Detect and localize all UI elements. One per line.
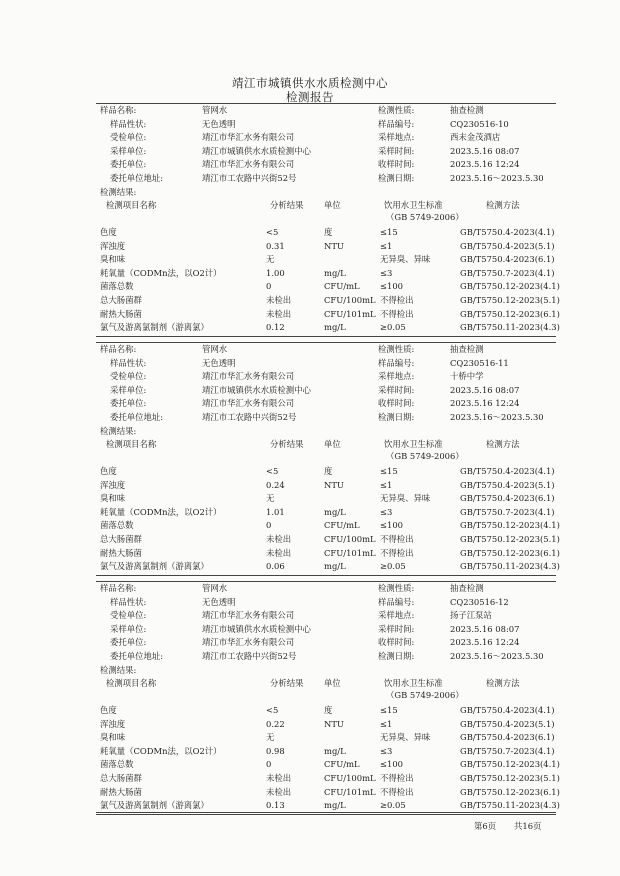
test-item-name: 浑浊度 — [100, 240, 126, 251]
col-result-header: 分析结果 — [270, 678, 304, 688]
test-limit: 不得检出 — [380, 295, 414, 305]
client-unit-label: 委托单位: — [110, 398, 147, 409]
sampling-time-label: 采样时间: — [378, 623, 415, 634]
test-item-name: 耐热大肠菌 — [100, 786, 142, 797]
test-unit: 度 — [324, 705, 333, 715]
col-standard-header: 饮用水卫生标准 — [384, 678, 443, 688]
receive-time-label: 收样时间: — [378, 637, 415, 648]
test-date-label: 检测日期: — [378, 173, 415, 183]
sample-no-label: 样品编号: — [378, 118, 415, 129]
test-method: GB/T5750.4-2023(6.1) — [460, 732, 555, 743]
results-label: 检测结果: — [100, 665, 137, 675]
sample-name-value: 管网水 — [202, 583, 228, 593]
test-method: GB/T5750.12-2023(5.1) — [460, 773, 560, 783]
test-item-name: 菌落总数 — [100, 520, 134, 531]
test-unit: CFU/mL — [324, 281, 360, 292]
test-type-label: 检测性质: — [378, 344, 415, 354]
test-unit: CFU/101mL — [324, 786, 376, 797]
sample-name-value: 管网水 — [202, 105, 228, 115]
col-standard-ref: （GB 5749-2006） — [386, 451, 464, 461]
test-unit: CFU/100mL — [324, 773, 376, 783]
test-type-label: 检测性质: — [378, 105, 415, 115]
sample-name-label: 样品名称: — [100, 583, 137, 593]
col-result-header: 分析结果 — [270, 200, 304, 210]
col-method-header: 检测方法 — [486, 439, 520, 449]
sampling-time-label: 采样时间: — [378, 384, 415, 395]
test-result: 0.13 — [266, 800, 285, 811]
test-result: 未检出 — [266, 308, 292, 319]
col-standard-ref: （GB 5749-2006） — [386, 690, 464, 700]
test-date-value: 2023.5.16～2023.5.30 — [450, 173, 544, 183]
test-method: GB/T5750.12-2023(6.1) — [460, 547, 560, 558]
test-item-name: 总大肠菌群 — [100, 773, 142, 783]
test-result: 0 — [266, 281, 272, 292]
test-unit: NTU — [324, 240, 344, 251]
col-method-header: 检测方法 — [486, 678, 520, 688]
test-unit: mg/L — [324, 506, 346, 517]
sampling-time-value: 2023.5.16 08:07 — [450, 145, 520, 156]
test-item-name: 耐热大肠菌 — [100, 308, 142, 319]
receive-time-label: 收样时间: — [378, 398, 415, 409]
test-result: 未检出 — [266, 786, 292, 797]
test-limit: ≤1 — [380, 479, 393, 490]
sampling-unit-label: 采样单位: — [110, 623, 147, 634]
sample-no-label: 样品编号: — [378, 357, 415, 368]
test-result: 未检出 — [266, 295, 292, 305]
results-label: 检测结果: — [100, 187, 137, 197]
test-method: GB/T5750.12-2023(4.1) — [460, 520, 560, 531]
section-top-rule — [96, 581, 556, 582]
test-unit: 度 — [324, 227, 333, 237]
col-method-header: 检测方法 — [486, 200, 520, 210]
test-limit: 无异臭、异味 — [380, 254, 431, 265]
test-limit: ≤3 — [380, 745, 393, 756]
sampling-unit-value: 靖江市城镇供水水质检测中心 — [202, 623, 311, 634]
section-bottom-rule — [96, 575, 556, 576]
client-unit-value: 靖江市华汇水务有限公司 — [202, 637, 295, 648]
test-method: GB/T5750.7-2023(4.1) — [460, 506, 555, 517]
test-type-label: 检测性质: — [378, 583, 415, 593]
test-limit: ≤100 — [380, 759, 404, 770]
test-item-name: 耗氧量（CODMn法，以O2计） — [100, 267, 222, 278]
test-result: <5 — [266, 705, 279, 715]
test-unit: mg/L — [324, 267, 346, 278]
sample-section — [96, 342, 560, 582]
test-date-label: 检测日期: — [378, 651, 415, 661]
test-limit: 不得检出 — [380, 534, 414, 544]
receive-time-value: 2023.5.16 12:24 — [450, 637, 520, 648]
client-unit-label: 委托单位: — [110, 159, 147, 170]
test-unit: 度 — [324, 466, 333, 476]
sample-name-label: 样品名称: — [100, 344, 137, 354]
test-result: 0.98 — [266, 745, 285, 756]
sample-section — [96, 103, 560, 343]
col-unit-header: 单位 — [324, 678, 341, 688]
test-method: GB/T5750.7-2023(4.1) — [460, 267, 555, 278]
test-method: GB/T5750.12-2023(4.1) — [460, 759, 560, 770]
test-limit: 无异臭、异味 — [380, 493, 431, 504]
page-number: 第6页 — [474, 821, 497, 831]
section-top-rule — [96, 342, 556, 343]
sample-state-label: 样品性状: — [110, 357, 147, 368]
test-limit: ≤15 — [380, 705, 398, 715]
test-limit: 不得检出 — [380, 773, 414, 783]
test-item-name: 氯气及游离氯制剂（游离氯） — [100, 561, 209, 572]
test-method: GB/T5750.11-2023(4.3) — [460, 800, 560, 811]
test-unit: mg/L — [324, 561, 346, 572]
receive-time-value: 2023.5.16 12:24 — [450, 398, 520, 409]
test-unit: NTU — [324, 718, 344, 729]
client-address-label: 委托单位地址: — [110, 173, 164, 183]
test-method: GB/T5750.11-2023(4.3) — [460, 561, 560, 572]
test-limit: ≥0.05 — [380, 322, 406, 333]
test-item-name: 耗氧量（CODMn法，以O2计） — [100, 745, 222, 756]
sampling-site-label: 采样地点: — [378, 371, 415, 382]
test-type-value: 抽查检测 — [450, 344, 484, 354]
client-unit-label: 委托单位: — [110, 637, 147, 648]
inspected-unit-label: 受检单位: — [110, 132, 147, 143]
test-item-name: 总大肠菌群 — [100, 295, 142, 305]
test-unit: mg/L — [324, 800, 346, 811]
test-result: 无 — [266, 732, 275, 743]
col-item-header: 检测项目名称 — [106, 200, 157, 210]
test-method: GB/T5750.11-2023(4.3) — [460, 322, 560, 333]
sample-no-label: 样品编号: — [378, 596, 415, 607]
test-item-name: 浑浊度 — [100, 479, 126, 490]
test-result: <5 — [266, 466, 279, 476]
test-limit: ≤15 — [380, 466, 398, 476]
test-type-value: 抽查检测 — [450, 583, 484, 593]
test-limit: 不得检出 — [380, 547, 414, 558]
test-result: 1.01 — [266, 506, 285, 517]
sample-state-label: 样品性状: — [110, 596, 147, 607]
results-label: 检测结果: — [100, 426, 137, 436]
test-item-name: 色度 — [100, 705, 117, 715]
test-method: GB/T5750.4-2023(5.1) — [460, 240, 555, 251]
client-address-value: 靖江市工农路中兴街52号 — [202, 412, 297, 422]
section-bottom-rule — [96, 336, 556, 337]
inspected-unit-label: 受检单位: — [110, 371, 147, 382]
sampling-site-value: 十桥中学 — [450, 371, 484, 382]
test-unit: CFU/101mL — [324, 308, 376, 319]
test-result: 1.00 — [266, 267, 285, 278]
test-method: GB/T5750.4-2023(5.1) — [460, 718, 555, 729]
sampling-site-label: 采样地点: — [378, 610, 415, 621]
test-result: 0.22 — [266, 718, 285, 729]
test-limit: ≤3 — [380, 506, 393, 517]
sampling-site-label: 采样地点: — [378, 132, 415, 143]
test-method: GB/T5750.4-2023(6.1) — [460, 254, 555, 265]
client-address-label: 委托单位地址: — [110, 651, 164, 661]
test-unit: mg/L — [324, 745, 346, 756]
sample-no-value: CQ230516-10 — [450, 118, 509, 129]
test-item-name: 耐热大肠菌 — [100, 547, 142, 558]
test-limit: 无异臭、异味 — [380, 732, 431, 743]
test-item-name: 臭和味 — [100, 732, 126, 743]
receive-time-value: 2023.5.16 12:24 — [450, 159, 520, 170]
sample-name-value: 管网水 — [202, 344, 228, 354]
test-limit: ≤100 — [380, 281, 404, 292]
test-limit: ≤15 — [380, 227, 398, 237]
test-method: GB/T5750.12-2023(4.1) — [460, 281, 560, 292]
test-date-label: 检测日期: — [378, 412, 415, 422]
test-date-value: 2023.5.16～2023.5.30 — [450, 412, 544, 422]
test-result: 未检出 — [266, 534, 292, 544]
report-title: 靖江市城镇供水水质检测中心 — [232, 76, 388, 90]
test-method: GB/T5750.4-2023(4.1) — [460, 227, 555, 237]
test-item-name: 耗氧量（CODMn法，以O2计） — [100, 506, 222, 517]
sampling-site-value: 西末金茂酒店 — [450, 132, 501, 143]
test-unit: mg/L — [324, 322, 346, 333]
col-unit-header: 单位 — [324, 439, 341, 449]
test-item-name: 氯气及游离氯制剂（游离氯） — [100, 322, 209, 333]
sampling-site-value: 扬子江泵站 — [450, 610, 492, 621]
col-item-header: 检测项目名称 — [106, 678, 157, 688]
test-unit: NTU — [324, 479, 344, 490]
test-method: GB/T5750.12-2023(5.1) — [460, 534, 560, 544]
inspected-unit-value: 靖江市华汇水务有限公司 — [202, 132, 295, 143]
test-item-name: 臭和味 — [100, 254, 126, 265]
sampling-unit-value: 靖江市城镇供水水质检测中心 — [202, 384, 311, 395]
inspected-unit-label: 受检单位: — [110, 610, 147, 621]
test-limit: ≥0.05 — [380, 800, 406, 811]
test-method: GB/T5750.12-2023(6.1) — [460, 786, 560, 797]
test-limit: ≤100 — [380, 520, 404, 531]
test-result: 0.12 — [266, 322, 285, 333]
test-unit: CFU/mL — [324, 520, 360, 531]
test-unit: CFU/101mL — [324, 547, 376, 558]
test-item-name: 色度 — [100, 227, 117, 237]
test-item-name: 氯气及游离氯制剂（游离氯） — [100, 800, 209, 811]
test-item-name: 浑浊度 — [100, 718, 126, 729]
test-result: 未检出 — [266, 773, 292, 783]
test-item-name: 臭和味 — [100, 493, 126, 504]
sampling-unit-value: 靖江市城镇供水水质检测中心 — [202, 145, 311, 156]
test-result: 0 — [266, 520, 272, 531]
test-date-value: 2023.5.16～2023.5.30 — [450, 651, 544, 661]
test-result: <5 — [266, 227, 279, 237]
test-limit: ≤1 — [380, 718, 393, 729]
client-address-label: 委托单位地址: — [110, 412, 164, 422]
page-total: 共16页 — [514, 821, 542, 831]
inspected-unit-value: 靖江市华汇水务有限公司 — [202, 610, 295, 621]
client-address-value: 靖江市工农路中兴街52号 — [202, 173, 297, 183]
client-unit-value: 靖江市华汇水务有限公司 — [202, 159, 295, 170]
test-limit: 不得检出 — [380, 308, 414, 319]
sample-state-label: 样品性状: — [110, 118, 147, 129]
test-type-value: 抽查检测 — [450, 105, 484, 115]
test-result: 无 — [266, 493, 275, 504]
test-method: GB/T5750.12-2023(6.1) — [460, 308, 560, 319]
col-result-header: 分析结果 — [270, 439, 304, 449]
sample-state-value: 无色透明 — [202, 596, 236, 607]
client-unit-value: 靖江市华汇水务有限公司 — [202, 398, 295, 409]
test-result: 0.24 — [266, 479, 285, 490]
test-result: 未检出 — [266, 547, 292, 558]
sampling-time-value: 2023.5.16 08:07 — [450, 384, 520, 395]
client-address-value: 靖江市工农路中兴街52号 — [202, 651, 297, 661]
sampling-unit-label: 采样单位: — [110, 384, 147, 395]
test-result: 无 — [266, 254, 275, 265]
test-unit: CFU/mL — [324, 759, 360, 770]
col-standard-header: 饮用水卫生标准 — [384, 439, 443, 449]
sampling-unit-label: 采样单位: — [110, 145, 147, 156]
test-method: GB/T5750.7-2023(4.1) — [460, 745, 555, 756]
section-top-rule — [96, 103, 556, 104]
test-unit: CFU/100mL — [324, 534, 376, 544]
test-item-name: 菌落总数 — [100, 759, 134, 770]
footer-rule — [96, 812, 556, 813]
report-subtitle: 检测报告 — [286, 90, 334, 104]
sampling-time-value: 2023.5.16 08:07 — [450, 623, 520, 634]
col-standard-header: 饮用水卫生标准 — [384, 200, 443, 210]
test-method: GB/T5750.4-2023(5.1) — [460, 479, 555, 490]
test-method: GB/T5750.12-2023(5.1) — [460, 295, 560, 305]
test-method: GB/T5750.4-2023(4.1) — [460, 466, 555, 476]
test-limit: ≤1 — [380, 240, 393, 251]
test-item-name: 菌落总数 — [100, 281, 134, 292]
col-item-header: 检测项目名称 — [106, 439, 157, 449]
sample-name-label: 样品名称: — [100, 105, 137, 115]
sample-state-value: 无色透明 — [202, 118, 236, 129]
sample-no-value: CQ230516-12 — [450, 596, 509, 607]
sample-no-value: CQ230516-11 — [450, 357, 509, 368]
test-limit: ≤3 — [380, 267, 393, 278]
test-result: 0 — [266, 759, 272, 770]
test-result: 0.31 — [266, 240, 285, 251]
sample-state-value: 无色透明 — [202, 357, 236, 368]
test-item-name: 色度 — [100, 466, 117, 476]
test-method: GB/T5750.4-2023(4.1) — [460, 705, 555, 715]
test-limit: 不得检出 — [380, 786, 414, 797]
col-standard-ref: （GB 5749-2006） — [386, 212, 464, 222]
test-limit: ≥0.05 — [380, 561, 406, 572]
test-result: 0.06 — [266, 561, 285, 572]
col-unit-header: 单位 — [324, 200, 341, 210]
sample-section — [96, 581, 560, 821]
test-item-name: 总大肠菌群 — [100, 534, 142, 544]
test-method: GB/T5750.4-2023(6.1) — [460, 493, 555, 504]
receive-time-label: 收样时间: — [378, 159, 415, 170]
inspected-unit-value: 靖江市华汇水务有限公司 — [202, 371, 295, 382]
test-unit: CFU/100mL — [324, 295, 376, 305]
sampling-time-label: 采样时间: — [378, 145, 415, 156]
page-footer — [96, 812, 556, 830]
